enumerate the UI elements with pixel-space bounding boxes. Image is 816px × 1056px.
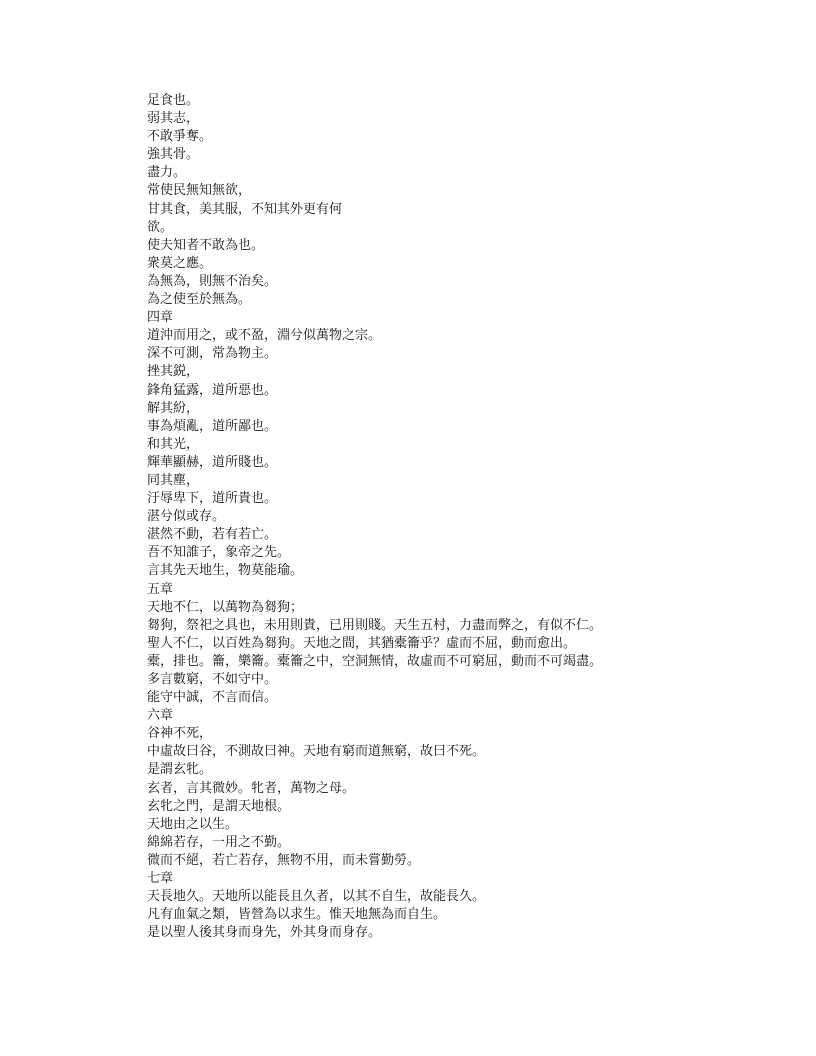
text-line: 天長地久。天地所以能長且久者，以其不自生，故能長久。 xyxy=(147,889,486,905)
text-line: 道沖而用之，或不盈，淵兮似萬物之宗。 xyxy=(147,328,382,344)
text-line: 玄牝之門，是謂天地根。 xyxy=(147,798,291,814)
text-line: 言其先天地生，物莫能瑜。 xyxy=(147,563,304,579)
text-line: 常使民無知無欲， xyxy=(147,183,252,199)
text-line: 盡力。 xyxy=(147,165,187,181)
chapter-heading: 六章 xyxy=(147,708,174,724)
text-line: 汙辱卑下，道所貴也。 xyxy=(147,491,278,507)
text-line: 足食也。 xyxy=(147,93,200,108)
text-line: 解其紛， xyxy=(147,400,200,416)
text-line: 橐，排也。籥，樂籥。橐籥之中，空洞無情，故虛而不可窮屈，動而不可竭盡。 xyxy=(147,653,603,669)
text-line: 芻狗，祭祀之具也，未用則貴，已用則賤。天生五村，力盡而弊之，有似不仁。 xyxy=(147,617,603,633)
chapter-heading: 五章 xyxy=(147,581,174,597)
text-line: 鋒角猛露，道所惡也。 xyxy=(147,382,278,398)
text-line: 不敢爭奪。 xyxy=(147,129,213,145)
text-line: 甘其食，美其服，不知其外更有何 xyxy=(147,201,343,217)
text-line: 多言數窮，不如守中。 xyxy=(147,672,278,687)
text-line: 弱其志， xyxy=(147,111,200,127)
chapter-heading: 四章 xyxy=(147,310,174,326)
text-line: 同其塵， xyxy=(147,472,200,488)
text-line: 衆莫之應。 xyxy=(147,255,213,271)
text-line: 為無為，則無不治矣。 xyxy=(147,273,278,289)
text-line: 吾不知誰子，象帝之先。 xyxy=(147,545,291,561)
chapter-heading: 七章 xyxy=(147,871,174,887)
text-line: 欲。 xyxy=(147,219,174,235)
document-body xyxy=(147,92,807,942)
text-line: 綿綿若存，一用之不勤。 xyxy=(147,834,291,850)
text-line: 能守中誠，不言而信。 xyxy=(147,690,278,706)
text-line: 玄者，言其微妙。牝者，萬物之母。 xyxy=(147,780,356,796)
text-line: 挫其鋭， xyxy=(147,364,200,380)
text-line: 湛兮似或存。 xyxy=(147,509,226,525)
text-line: 事為煩亂，道所鄙也。 xyxy=(147,418,278,434)
text-line: 強其骨。 xyxy=(147,147,200,163)
text-line: 天地由之以生。 xyxy=(147,816,239,832)
text-line: 谷神不死， xyxy=(147,726,213,742)
text-line: 中虛故曰谷，不測故曰神。天地有窮而道無窮，故曰不死。 xyxy=(147,744,486,760)
text-line: 和其光， xyxy=(147,436,200,452)
text-line: 為之使至於無為。 xyxy=(147,292,252,308)
text-line: 使夫知者不敢為也。 xyxy=(147,237,265,253)
text-line: 天地不仁，以萬物為芻狗； xyxy=(147,599,304,615)
text-line: 是謂玄牝。 xyxy=(147,762,213,778)
text-line: 輝華顯赫，道所賤也。 xyxy=(147,454,278,470)
text-line: 微而不絕，若亡若存，無物不用，而未嘗勤勞。 xyxy=(147,852,421,868)
text-line: 湛然不動，若有若亡。 xyxy=(147,527,278,543)
text-line: 聖人不仁，以百姓為芻狗。天地之間，其猶橐籥乎？虛而不屈，動而愈出。 xyxy=(147,635,577,651)
text-line: 凡有血氣之類，皆營為以求生。惟天地無為而自生。 xyxy=(147,907,447,923)
text-line: 是以聖人後其身而身先，外其身而身存。 xyxy=(147,925,382,941)
text-line: 深不可測，常為物主。 xyxy=(147,346,278,362)
